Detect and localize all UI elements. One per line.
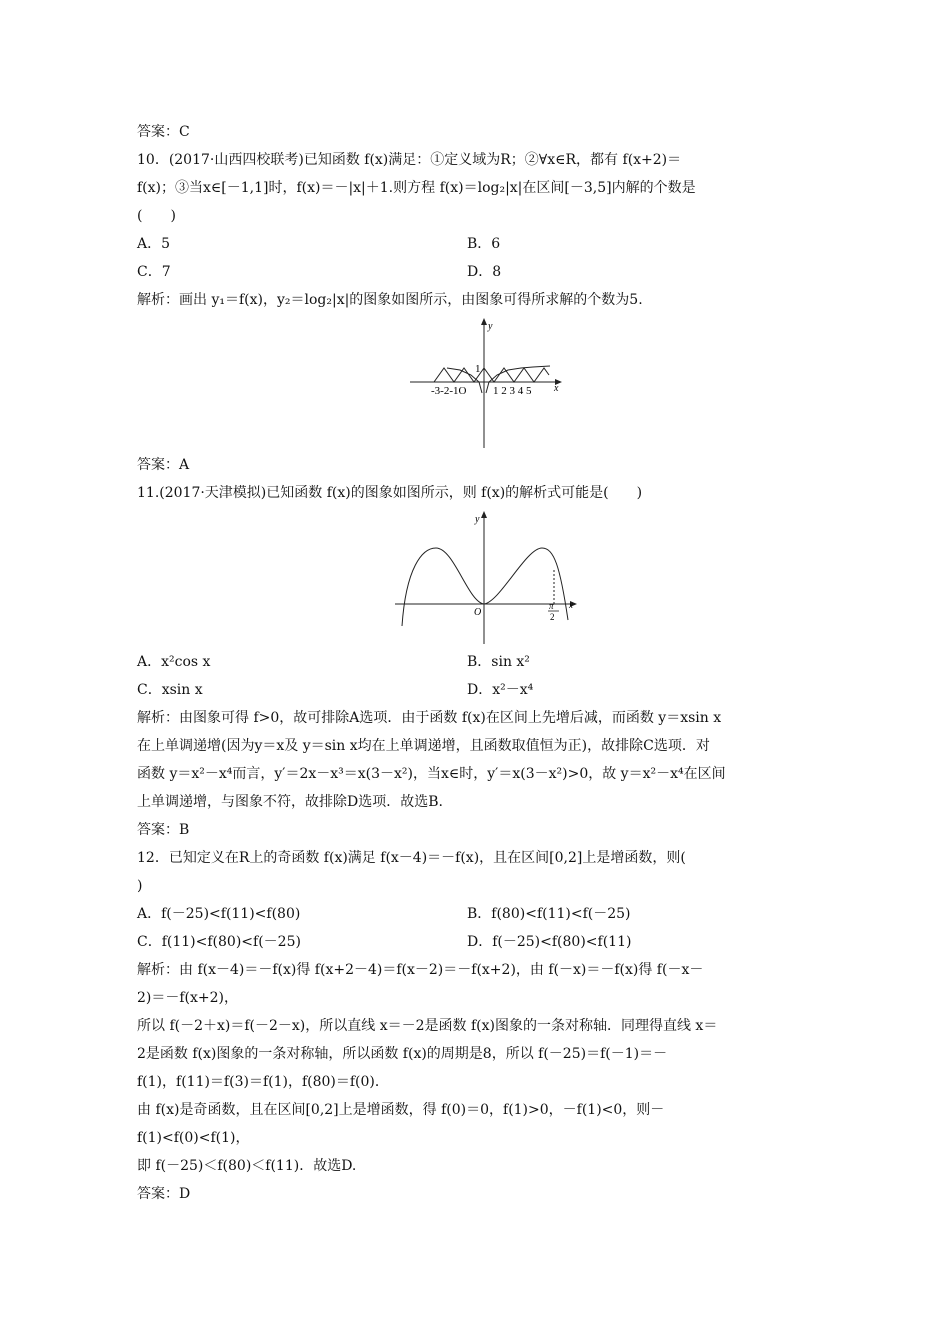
fig2-y-arrow xyxy=(481,511,487,518)
q12-solution-1: 解析：由 f(x－4)＝－f(x)得 f(x+2－4)＝f(x－2)＝－f(x+2)，由 f(－x)＝－f(x)得 f(－x－ xyxy=(137,962,704,978)
q11-option-c: C．xsin x xyxy=(137,682,203,698)
q11-solution-4: 上单调递增，与图象不符，故排除D选项．故选B. xyxy=(137,794,443,810)
q10-option-a: A．5 xyxy=(137,236,171,252)
q12-solution-4: 2是函数 f(x)图象的一条对称轴，所以函数 f(x)的周期是8，所以 f(－25)＝f(－1)＝－ xyxy=(137,1046,668,1062)
fig2-left-branch xyxy=(402,548,484,626)
fig2-right-branch xyxy=(484,548,568,620)
q11-option-a: A．x²cos x xyxy=(137,654,211,670)
ans-9: 答案：C xyxy=(137,124,190,140)
figure-log-abs xyxy=(405,315,565,450)
ans-10: 答案：A xyxy=(137,457,190,473)
fig2-y-label: y xyxy=(475,514,480,525)
q10-line-2: f(x)；③当x∈[－1,1]时，f(x)＝－|x|＋1.则方程 f(x)＝log₂|x|在区间[－3,5]内解的个数是 xyxy=(137,180,696,196)
q10-option-b: B．6 xyxy=(467,236,501,252)
q12-solution-2: 2)＝－f(x+2)， xyxy=(137,990,239,1006)
q11-solution-2: 在上单调递增(因为y＝x及 y＝sin x均在上单调递增，且函数取值恒为正)，故排除C选项．对 xyxy=(137,738,710,754)
q12-option-b: B．f(80)<f(11)<f(－25) xyxy=(467,906,631,922)
q12-solution-6: 由 f(x)是奇函数，且在区间[0,2]上是增函数，得 f(0)＝0，f(1)>0，－f(1)<0，则－ xyxy=(137,1102,665,1118)
fig1-neg-ticks: -3-2-1O xyxy=(431,385,467,397)
q12-solution-8: 即 f(－25)＜f(80)＜f(11)．故选D. xyxy=(137,1158,357,1174)
q10-option-d: D．8 xyxy=(467,264,502,280)
q11-line-1: 11.(2017·天津模拟)已知函数 f(x)的图象如图所示，则 f(x)的解析式可能是( ) xyxy=(137,485,643,501)
q12-option-d: D．f(－25)<f(80)<f(11) xyxy=(467,934,632,950)
fig1-x-label: x xyxy=(554,383,559,394)
q12-solution-3: 所以 f(－2＋x)＝f(－2－x)，所以直线 x＝－2是函数 f(x)图象的一条对称轴．同理得直线 x＝ xyxy=(137,1018,718,1034)
q10-line-1: 10．(2017·山西四校联考)已知函数 f(x)满足：①定义域为R；②∀x∈R，都有 f(x+2)＝ xyxy=(137,152,682,168)
q11-solution-1: 解析：由图象可得 f>0，故可排除A选项．由于函数 f(x)在区间上先增后减，而函数 y＝xsin x xyxy=(137,710,722,726)
fig1-one-label: 1 xyxy=(475,363,481,375)
q11-option-d: D．x²－x⁴ xyxy=(467,682,534,698)
q12-line-1: 12．已知定义在R上的奇函数 f(x)满足 f(x－4)＝－f(x)，且在区间[0,2]上是增函数，则( xyxy=(137,850,686,866)
ans-11: 答案：B xyxy=(137,822,190,838)
ans-12: 答案：D xyxy=(137,1186,191,1202)
fig2-two-label: 2 xyxy=(550,612,555,622)
fig2-origin-label: O xyxy=(474,607,482,618)
figure-q11 xyxy=(392,508,582,646)
q11-option-b: B．sin x² xyxy=(467,654,530,670)
fig1-pos-ticks: 1 2 3 4 5 xyxy=(493,385,532,397)
q10-line-3: ( ) xyxy=(137,208,176,224)
fig1-y-label: y xyxy=(488,321,493,332)
q12-line-2: ) xyxy=(137,878,143,894)
q12-option-a: A．f(－25)<f(11)<f(80) xyxy=(137,906,301,922)
fig2-pi-label: π xyxy=(549,601,554,611)
q11-solution-3: 函数 y＝x²－x⁴而言，y′＝2x－x³＝x(3－x²)，当x∈时，y′＝x(3－x²)>0，故 y＝x²－x⁴在区间 xyxy=(137,766,726,782)
fig1-y-arrow xyxy=(481,318,487,325)
q12-option-c: C．f(11)<f(80)<f(－25) xyxy=(137,934,301,950)
q12-solution-7: f(1)<f(0)<f(1)， xyxy=(137,1130,250,1146)
q10-option-c: C．7 xyxy=(137,264,171,280)
q10-solution: 解析：画出 y₁＝f(x)，y₂＝log₂|x|的图象如图所示，由图象可得所求解的个数为5. xyxy=(137,292,643,308)
fig2-x-label: x xyxy=(569,600,573,610)
q12-solution-5: f(1)，f(11)＝f(3)＝f(1)，f(80)＝f(0)． xyxy=(137,1074,389,1090)
